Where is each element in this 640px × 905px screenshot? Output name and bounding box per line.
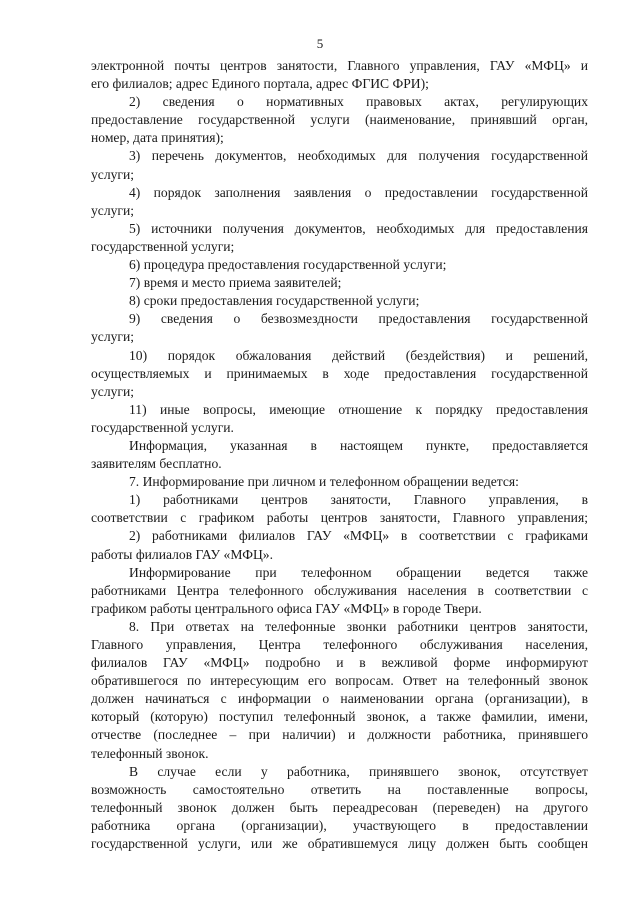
text-line: 8. При ответах на телефонные звонки работники центров занятости, bbox=[129, 618, 588, 634]
text-line: Главного управления, Центра телефонного обслуживания населения, bbox=[91, 637, 588, 652]
text-line: В случае если у работника, принявшего звонок, отсутствует bbox=[129, 763, 588, 779]
text-line: 5) источники получения документов, необходимых для предоставления bbox=[129, 220, 588, 236]
text-line: предоставление государственной услуги (наименование, принявший орган, bbox=[91, 112, 588, 128]
text-line: 7) время и место приема заявителей; bbox=[129, 275, 342, 291]
text-line: отчестве (последнее – при наличии) и должности работника, принявшего bbox=[91, 727, 588, 743]
text-line: услуги; bbox=[91, 329, 135, 345]
text-line: 9) сведения о безвозмездности предоставления государственной bbox=[129, 311, 588, 327]
text-line: обратившегося по интересующим его вопросам. Ответ на телефонный звонок bbox=[91, 673, 588, 689]
text-line: телефонный звонок должен быть переадресован (переведен) на другого bbox=[91, 799, 588, 815]
text-line: соответствии с графиком работы центров занятости, Главного управления; bbox=[91, 510, 588, 526]
text-line: 2) сведения о нормативных правовых актах, регулирующих bbox=[129, 94, 588, 110]
text-line: Информирование при телефонном обращении ведется также bbox=[129, 564, 588, 580]
text-line: услуги; bbox=[91, 383, 135, 399]
text-line: филиалов ГАУ «МФЦ» подробно и в вежливой форме информируют bbox=[91, 655, 588, 671]
text-line: возможность самостоятельно ответить на поставленные вопросы, bbox=[91, 781, 588, 797]
text-line: осуществляемых и принимаемых в ходе предоставления государственной bbox=[91, 365, 588, 381]
text-line: 11) иные вопросы, имеющие отношение к порядку предоставления bbox=[129, 401, 588, 417]
text-line: 2) работниками филиалов ГАУ «МФЦ» в соответствии с графиками bbox=[129, 528, 588, 544]
document-body bbox=[91, 57, 588, 853]
text-line: заявителям бесплатно. bbox=[91, 456, 222, 472]
text-line: услуги; bbox=[91, 202, 135, 218]
text-line: государственной услуги; bbox=[91, 238, 235, 254]
text-line: 8) сроки предоставления государственной услуги; bbox=[129, 293, 420, 309]
page-number: 5 bbox=[316, 36, 324, 51]
text-line: услуги; bbox=[91, 166, 135, 182]
text-line: 4) порядок заполнения заявления о предоставлении государственной bbox=[129, 184, 588, 200]
text-line: 10) порядок обжалования действий (бездействия) и решений, bbox=[129, 347, 588, 363]
text-line: 6) процедура предоставления государственной услуги; bbox=[129, 257, 447, 273]
text-line: который (которую) поступил телефонный звонок, а также фамилии, имени, bbox=[91, 709, 588, 725]
text-line: номер, дата принятия); bbox=[91, 130, 224, 146]
text-line: 3) перечень документов, необходимых для получения государственной bbox=[129, 148, 588, 164]
text-line: работы филиалов ГАУ «МФЦ». bbox=[91, 546, 274, 562]
text-line: Информация, указанная в настоящем пункте, предоставляется bbox=[129, 437, 588, 453]
text-line: 7. Информирование при личном и телефонном обращении ведется: bbox=[129, 474, 519, 490]
text-line: должен начинаться с информации о наименовании органа (организации), в bbox=[91, 691, 588, 707]
text-line: государственной услуги. bbox=[91, 419, 234, 435]
text-line: графиком работы центрального офиса ГАУ «МФЦ» в городе Твери. bbox=[91, 600, 482, 616]
text-line: его филиалов; адрес Единого портала, адрес ФГИС ФРИ); bbox=[91, 76, 429, 92]
text-line: телефонный звонок. bbox=[91, 745, 209, 761]
text-line: работниками Центра телефонного обслуживания населения в соответствии с bbox=[91, 582, 588, 598]
text-line: работника органа (организации), участвующего в предоставлении bbox=[91, 817, 588, 833]
text-line: 1) работниками центров занятости, Главного управления, в bbox=[129, 492, 588, 508]
text-line: государственной услуги, или же обратившемуся лицу должен быть сообщен bbox=[91, 836, 588, 852]
text-line: электронной почты центров занятости, Главного управления, ГАУ «МФЦ» и bbox=[91, 58, 588, 73]
